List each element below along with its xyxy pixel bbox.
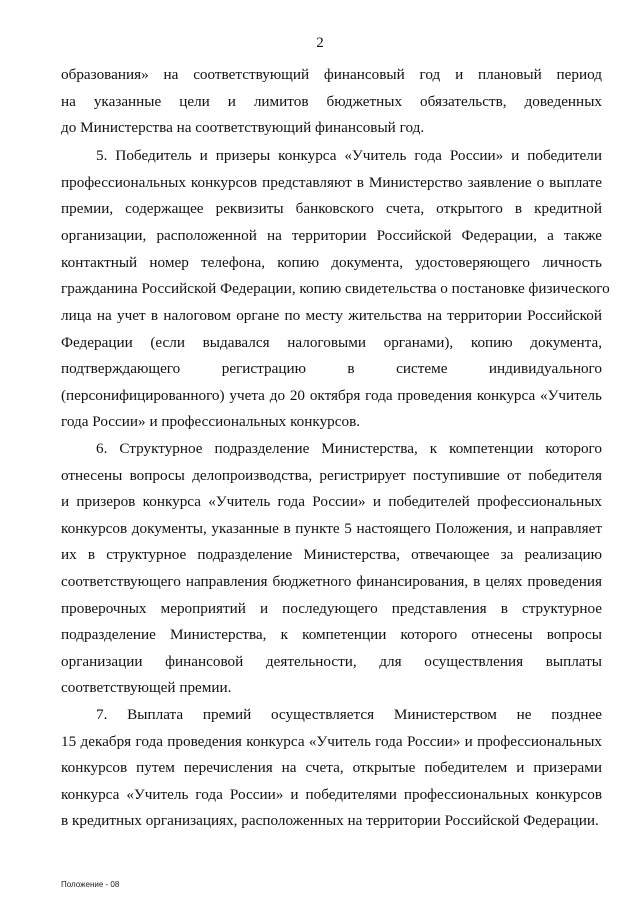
paragraph-6-first-line: 6. Структурное подразделение Министерства, к компетенции которого <box>96 440 602 457</box>
text-line: конкурсов документы, указанные в пункте 5 настоящего Положения, и направляет <box>61 520 602 537</box>
text-line: гражданина Российской Федерации, копию свидетельства о постановке физического <box>61 280 610 297</box>
text-line: профессиональных конкурсов представляют в Министерство заявление о выплате <box>61 174 602 191</box>
text-line: конкурса «Учитель года России» и победителями профессиональных конкурсов <box>61 786 602 803</box>
text-line: соответствующей премии. <box>61 679 232 696</box>
page-number: 2 <box>316 35 324 51</box>
text-line: до Министерства на соответствующий финансовый год. <box>61 119 425 136</box>
text-line: подтверждающего регистрацию в системе индивидуального <box>61 360 602 377</box>
footer-document-code: Положение - 08 <box>61 880 120 889</box>
text-line: на указанные цели и лимитов бюджетных обязательств, доведенных <box>61 93 602 110</box>
text-line: организации финансовой деятельности, для осуществления выплаты <box>61 653 602 670</box>
text-line: конкурсов путем перечисления на счета, открытые победителем и призерами <box>61 759 602 776</box>
text-line: года России» и профессиональных конкурсов. <box>61 413 361 430</box>
text-line: образования» на соответствующий финансовый год и плановый период <box>61 66 602 83</box>
text-line: их в структурное подразделение Министерства, отвечающее за реализацию <box>61 546 602 563</box>
text-line: организации, расположенной на территории Российской Федерации, а также <box>61 227 602 244</box>
paragraph-5-first-line: 5. Победитель и призеры конкурса «Учитель года России» и победители <box>96 147 602 164</box>
text-line: подразделение Министерства, к компетенции которого отнесены вопросы <box>61 626 602 643</box>
text-line: в кредитных организациях, расположенных на территории Российской Федерации. <box>61 812 599 829</box>
text-line: соответствующего направления бюджетного финансирования, в целях проведения <box>61 573 602 590</box>
text-line: контактный номер телефона, копию документа, удостоверяющего личность <box>61 254 602 271</box>
text-line: отнесены вопросы делопроизводства, регистрирует поступившие от победителя <box>61 467 602 484</box>
text-line: лица на учет в налоговом органе по месту жительства на территории Российской <box>61 307 602 324</box>
text-line: премии, содержащее реквизиты банковского счета, открытого в кредитной <box>61 200 602 217</box>
paragraph-7-first-line: 7. Выплата премий осуществляется Министерством не позднее <box>96 706 602 723</box>
text-line: и призеров конкурса «Учитель года России» и победителей профессиональных <box>61 493 602 510</box>
text-line: проверочных мероприятий и последующего представления в структурное <box>61 600 602 617</box>
text-line: (персонифицированного) учета до 20 октября года проведения конкурса «Учитель <box>61 387 602 404</box>
text-line: Федерации (если выдавался налоговыми органами), копию документа, <box>61 334 602 351</box>
text-line: 15 декабря года проведения конкурса «Учитель года России» и профессиональных <box>61 733 602 750</box>
